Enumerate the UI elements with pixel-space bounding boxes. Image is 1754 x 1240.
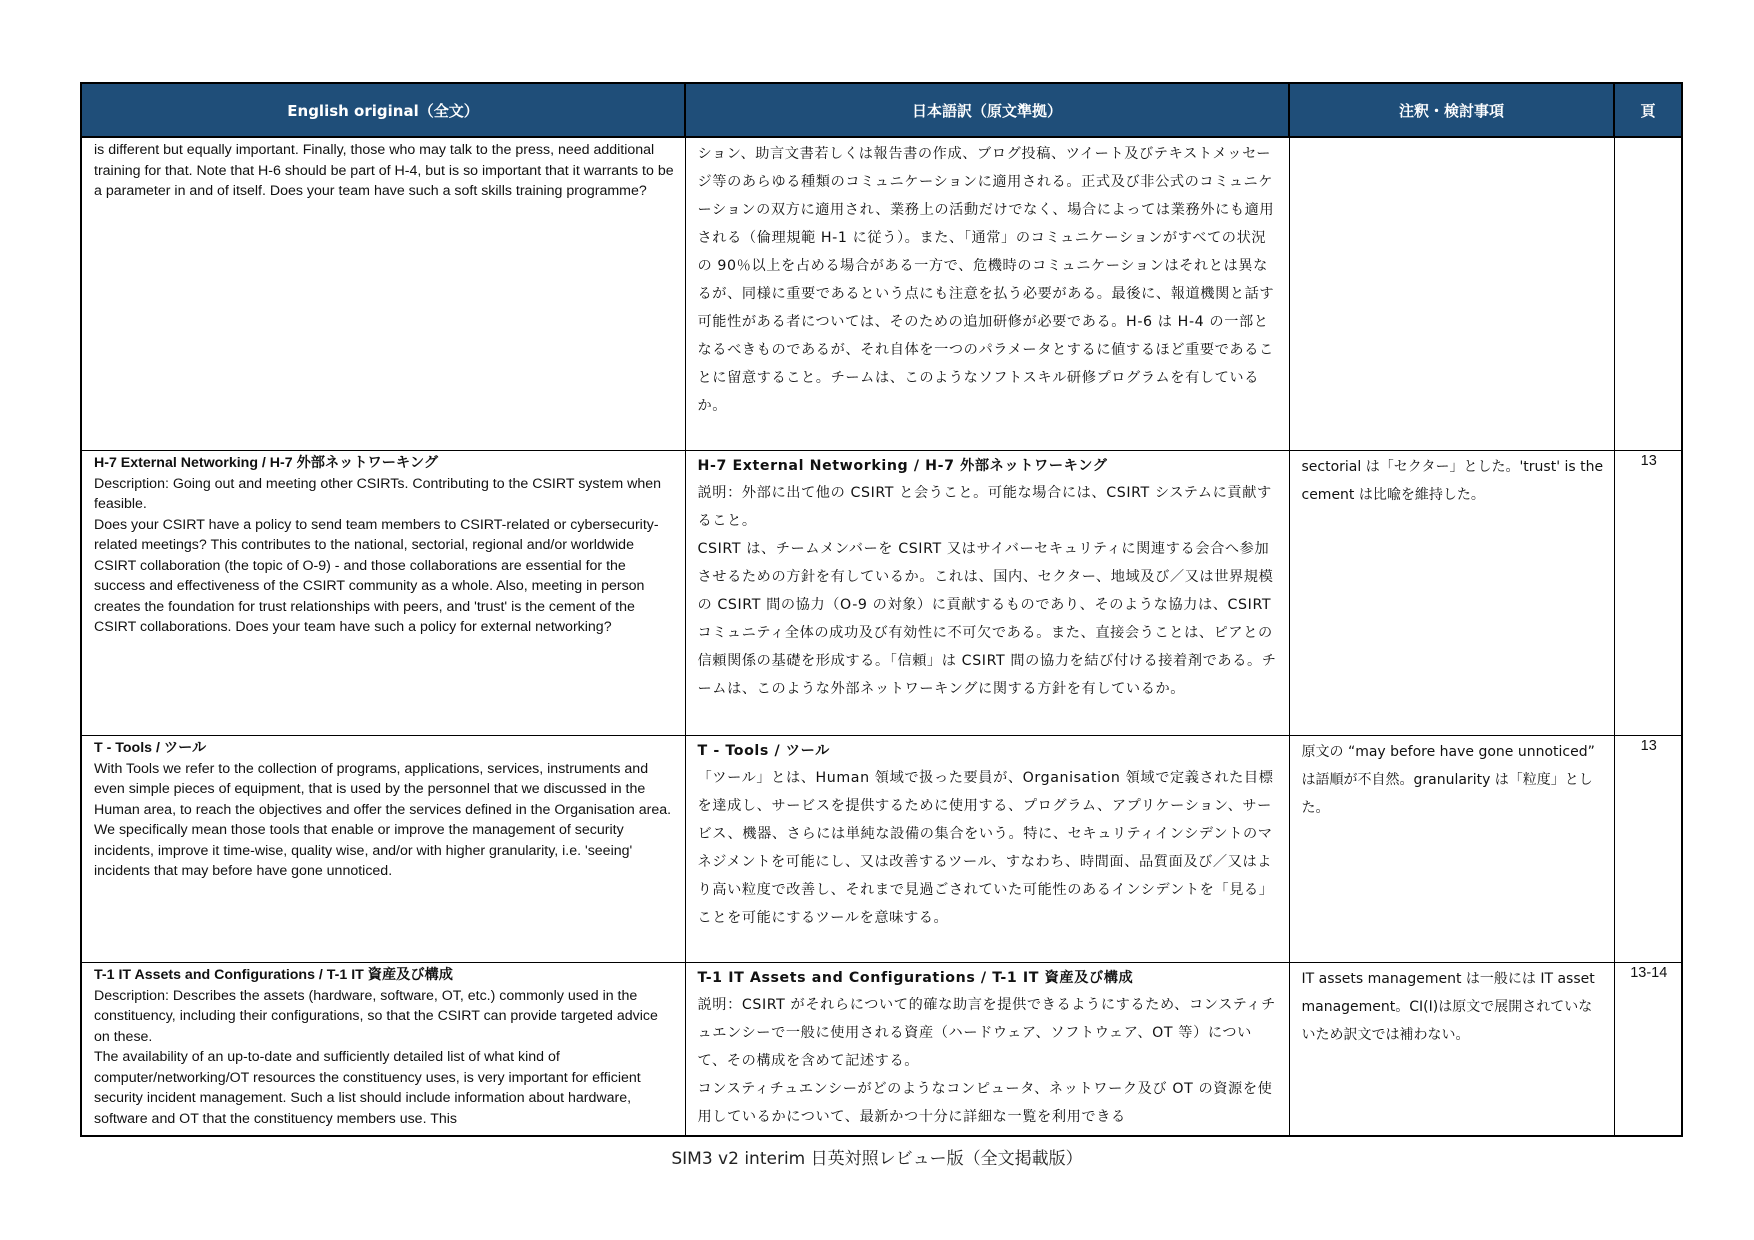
japanese-paragraph: ション、助言文書若しくは報告書の作成、ブログ投稿、ツイート及びテキストメッセージ等のあらゆる種類のコミュニケーションに適用される。正式及び非公式のコミュニケーションの双方に適用され、業務上の活動だけでなく、場合によっては業務外にも適用される（倫理規範 H-1 に従う）。また、「通常」のコミュニケーションがすべての状況の 90％以上を占める場合がある一方で、危機時のコミュニケーションはそれとは異なるが、同様に重要であるという点にも注意を払う必要がある。最後に、報道機関と話す可能性がある者については、そのための追加研修が必要である。H-6 は H-4 の一部となるべきものであるが、それ自体を一つのパラメータとするに値するほど重要であることに留意すること。チームは、このようなソフトスキル研修プログラムを有しているか。 — [697, 146, 1275, 414]
notes-cell: 原文の “may before have gone unnoticed” は語順が不自然。granularity は「粒度」とした。 — [1289, 736, 1614, 963]
english-section-title: T - Tools / ツール — [94, 740, 207, 756]
column-header-english: English original（全文） — [81, 83, 685, 137]
japanese-paragraph: 「ツール」とは、Human 領域で扱った要員が、Organisation 領域で定義された目標を達成し、サービスを提供するために使用する、プログラム、アプリケーション、サービス、機器、さらには単純な設備の集合をいう。特に、セキュリティインシデントのマネジメントを可能にし、又は改善するツール、すなわち、時間面、品質面及び／又はより高い粒度で改善し、それまで見過ごされていた可能性のあるインシデントを「見る」ことを可能にするツールを意味する。 — [697, 770, 1274, 926]
column-header-japanese: 日本語訳（原文準拠） — [685, 83, 1289, 137]
japanese-cell — [685, 963, 1289, 1137]
column-header-page: 頁 — [1614, 83, 1682, 137]
notes-cell — [1289, 137, 1614, 451]
japanese-paragraph: 説明：外部に出て他の CSIRT と会うこと。可能な場合には、CSIRT システムに貢献すること。 — [697, 485, 1272, 529]
japanese-cell — [685, 736, 1289, 963]
column-header-notes: 注釈・検討事項 — [1289, 83, 1614, 137]
english-paragraph: is different but equally important. Finally, those who may talk to the press, need additional training for that. Note that H-6 should be part of H-4, but is so important that it warrants to be a parameter in and of itself. Does your team have such a soft skills training programme? — [94, 142, 674, 199]
page-cell: 13-14 — [1614, 963, 1682, 1137]
english-paragraph: Does your CSIRT have a policy to send team members to CSIRT-related or cybersecurity-related meetings? This contributes to the national, sectorial, regional and/or worldwide CSIRT collaboration (the topic of O-9) - and those collaborations are essential for the success and effectiveness of the CSIRT community as a whole. Also, meeting in person creates the foundation for trust relationships with peers, and 'trust' is the cement of the CSIRT collaborations. Does your team have such a policy for external networking? — [94, 516, 659, 635]
japanese-section-title: T - Tools / ツール — [697, 743, 830, 759]
table-row — [81, 137, 1682, 451]
english-paragraph: The availability of an up-to-date and sufficiently detailed list of what kind of computer/networking/OT resources the constituency uses, is very important for efficient security incident management. Such a list should include information about hardware, software and OT that the constituency members use. This — [94, 1049, 641, 1127]
english-section-title: T-1 IT Assets and Configurations / T-1 IT 資産及び構成 — [94, 967, 453, 983]
english-cell — [81, 137, 685, 451]
notes-cell: sectorial は「セクター」とした。'trust' is the cement は比喩を維持した。 — [1289, 451, 1614, 736]
table-row — [81, 963, 1682, 1137]
japanese-section-title: H-7 External Networking / H-7 外部ネットワーキング — [697, 458, 1108, 474]
japanese-paragraph: 説明：CSIRT がそれらについて的確な助言を提供できるようにするため、コンスティチュエンシーで一般に使用される資産（ハードウェア、ソフトウェア、OT 等）について、その構成を含めて記述する。 — [697, 997, 1276, 1069]
japanese-paragraph: CSIRT は、チームメンバーを CSIRT 又はサイバーセキュリティに関連する会合へ参加させるための方針を有しているか。これは、国内、セクター、地域及び／又は世界規模の CSIRT 間の協力（O-9 の対象）に貢献するものであり、そのような協力は、CSIRT コミュニティ全体の成功及び有効性に不可欠である。また、直接会うことは、ピアとの信頼関係の基礎を形成する。「信頼」は CSIRT 間の協力を結び付ける接着剤である。チームは、このような外部ネットワーキングに関する方針を有しているか。 — [697, 541, 1277, 697]
japanese-section-title: T-1 IT Assets and Configurations / T-1 IT 資産及び構成 — [697, 970, 1134, 986]
japanese-paragraph: コンスティチュエンシーがどのようなコンピュータ、ネットワーク及び OT の資源を使用しているかについて、最新かつ十分に詳細な一覧を利用できる — [697, 1081, 1273, 1125]
japanese-cell — [685, 137, 1289, 451]
english-paragraph: With Tools we refer to the collection of programs, applications, services, instruments and even simple pieces of equipment, that is used by the personnel that we discussed in the Human area, to reach the objectives and offer the services defined in the Organisation area. We specifically mean those tools that enable or improve the management of security incidents, improve it time-wise, quality wise, and/or with higher granularity, i.e. 'seeing' incidents that may before have gone unnoticed. — [94, 760, 672, 879]
notes-cell: IT assets management は一般には IT asset management。CI(I)は原文で展開されていないため訳文では補わない。 — [1289, 963, 1614, 1137]
page-cell: 13 — [1614, 736, 1682, 963]
english-paragraph: Description: Describes the assets (hardware, software, OT, etc.) commonly used in the constituency, including their configurations, so that the CSIRT can provide targeted advice on these. — [94, 987, 658, 1045]
page-footer: SIM3 v2 interim 日英対照レビュー版（全文掲載版） — [671, 1149, 1083, 1169]
english-cell — [81, 963, 685, 1137]
page-cell — [1614, 137, 1682, 451]
english-cell — [81, 451, 685, 736]
english-paragraph: Description: Going out and meeting other CSIRTs. Contributing to the CSIRT system when feasible. — [94, 475, 661, 512]
japanese-cell — [685, 451, 1289, 736]
bilingual-comparison-table — [80, 82, 1683, 1137]
english-cell — [81, 736, 685, 963]
english-section-title: H-7 External Networking / H-7 外部ネットワーキング — [94, 455, 439, 471]
comparison-table-container — [80, 82, 1681, 1137]
table-row — [81, 736, 1682, 963]
table-header-row — [81, 83, 1682, 137]
page-cell: 13 — [1614, 451, 1682, 736]
table-row — [81, 451, 1682, 736]
